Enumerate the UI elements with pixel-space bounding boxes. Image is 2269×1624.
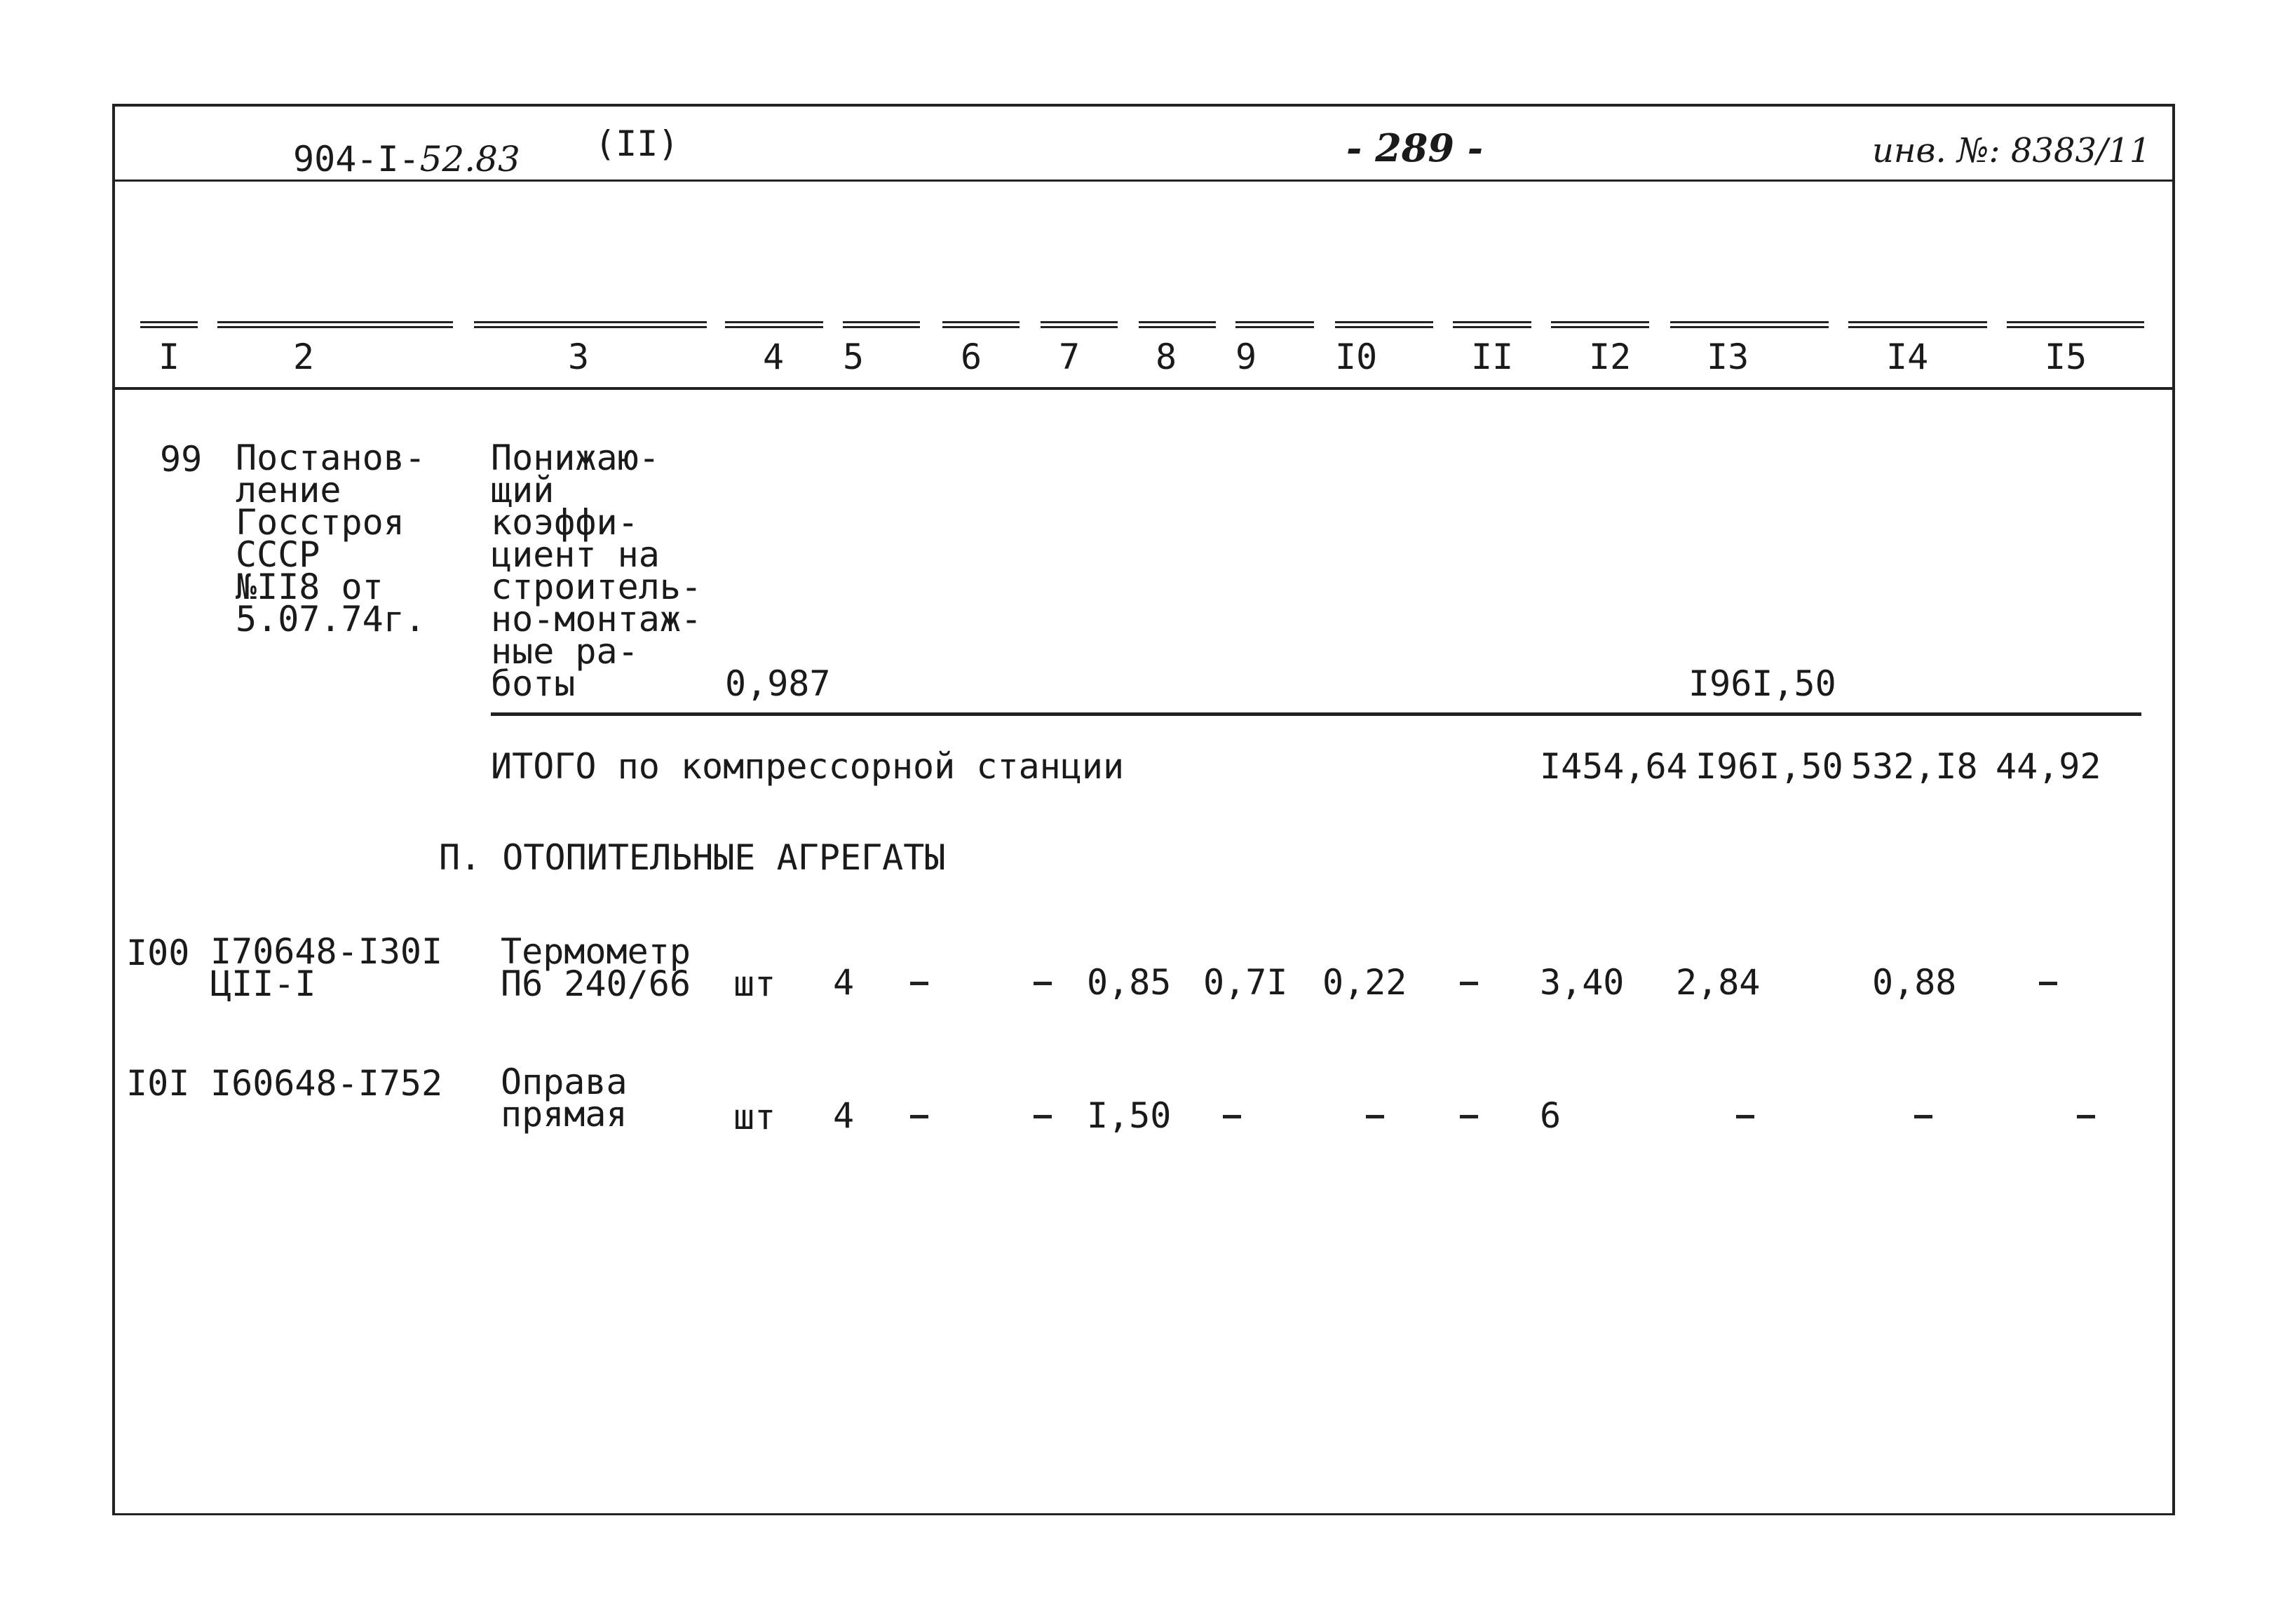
empty-cell-dash: [1034, 982, 1052, 985]
column-number: 9: [1235, 337, 1257, 377]
column-number: 2: [293, 337, 315, 377]
row-name-text: Оправа прямая: [501, 1062, 628, 1135]
row-value-col13: 2,84: [1676, 962, 1761, 1003]
row-value-col14: 0,88: [1872, 962, 1957, 1003]
empty-cell-dash: [1034, 1115, 1052, 1118]
column-number: I: [158, 337, 180, 377]
column-number: 5: [843, 337, 865, 377]
document-part: (II): [595, 123, 679, 164]
column-number: 8: [1156, 337, 1177, 377]
document-code: 904-I-52.83: [293, 139, 520, 180]
empty-cell-dash: [910, 1115, 928, 1118]
page-number: - 289 -: [1346, 126, 1484, 170]
frame-left-border: [112, 105, 115, 1515]
row-value-col9: 0,7I: [1203, 962, 1288, 1003]
row-value-col5: 4: [833, 1095, 855, 1136]
empty-cell-dash: [1736, 1115, 1754, 1118]
total-col14: 532,I8: [1851, 746, 1978, 787]
subtotal-rule: [491, 712, 2141, 716]
empty-cell-dash: [1914, 1115, 1932, 1118]
frame-right-border: [2172, 105, 2175, 1515]
frame-top-border: [112, 104, 2175, 107]
column-number: I3: [1707, 337, 1749, 377]
empty-cell-dash: [1460, 982, 1478, 985]
column-number: II: [1471, 337, 1514, 377]
empty-cell-dash: [910, 982, 928, 985]
column-number: 3: [568, 337, 590, 377]
section-heading: П. ОТОПИТЕЛЬНЫЕ АГРЕГАТЫ: [439, 837, 946, 878]
empty-cell-dash: [2077, 1115, 2095, 1118]
column-number: 6: [961, 337, 982, 377]
row-value-col13: I96I,50: [1688, 663, 1836, 704]
row-value-col12: 3,40: [1540, 962, 1625, 1003]
total-label: ИТОГО по компрессорной станции: [491, 746, 1125, 787]
total-col13: I96I,50: [1695, 746, 1843, 787]
row-unit: шт: [733, 1097, 776, 1137]
column-number: 4: [763, 337, 785, 377]
empty-cell-dash: [1460, 1115, 1478, 1118]
row-basis-text: Постанов- ление Госстроя СССР №II8 от 5.07.74г.: [236, 438, 426, 640]
row-value-col4: 0,987: [725, 663, 831, 704]
column-number: 7: [1059, 337, 1081, 377]
empty-cell-dash: [2039, 982, 2057, 985]
row-value-col5: 4: [833, 962, 855, 1003]
row-number: 99: [160, 439, 203, 480]
frame-bottom-border: [112, 1513, 2175, 1515]
row-code-text: I60648-I752: [210, 1063, 443, 1104]
row-number: I00: [126, 933, 190, 973]
row-code-text: I70648-I30I ЦII-I: [210, 931, 443, 1004]
row-name-text: Термометр П6 240/66: [501, 931, 691, 1004]
row-value-col10: 0,22: [1322, 962, 1407, 1003]
column-header-divider: [112, 387, 2175, 390]
column-number: I4: [1886, 337, 1929, 377]
column-number: I2: [1589, 337, 1632, 377]
row-value-col8: 0,85: [1087, 962, 1172, 1003]
row-unit: шт: [733, 963, 776, 1004]
row-number: I0I: [126, 1063, 190, 1104]
total-col15: 44,92: [1996, 746, 2101, 787]
empty-cell-dash: [1366, 1115, 1384, 1118]
header-divider: [112, 180, 2175, 182]
row-value-col12: 6: [1540, 1095, 1562, 1136]
column-number: I5: [2045, 337, 2087, 377]
row-name-text: Понижаю- щий коэффи- циент на строитель- но-монтаж- ные ра- боты: [491, 438, 703, 704]
inventory-number: инв. №: 8383/11: [1872, 131, 2151, 170]
total-col12: I454,64: [1540, 746, 1688, 787]
empty-cell-dash: [1223, 1115, 1241, 1118]
column-number: I0: [1335, 337, 1378, 377]
row-value-col8: I,50: [1087, 1095, 1172, 1136]
